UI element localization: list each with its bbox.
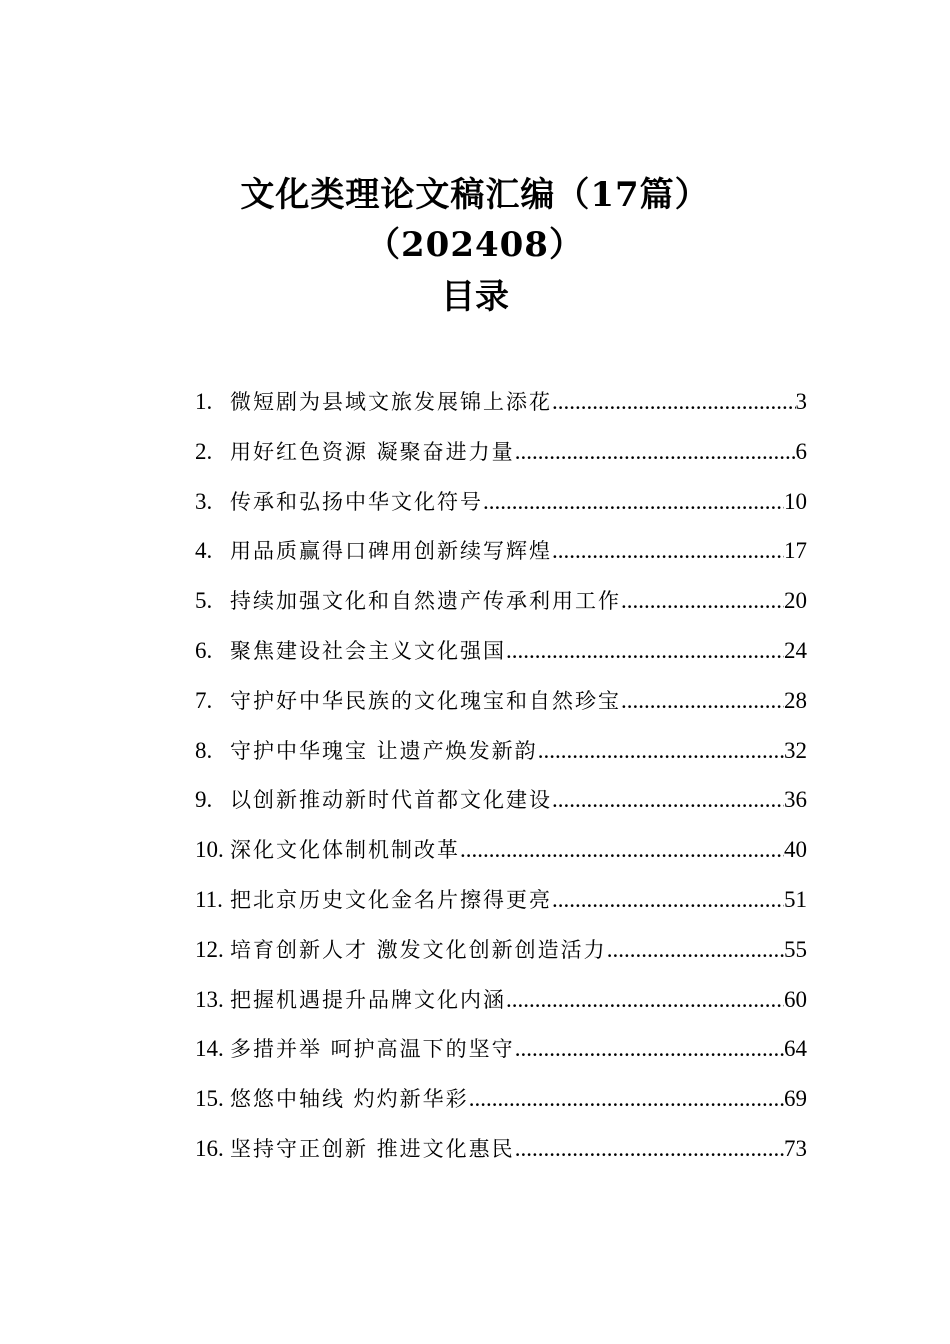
toc-entry[interactable] [195,1124,807,1174]
toc-leader-dots [515,1124,784,1174]
table-of-contents [195,377,807,1174]
toc-entry-page: 20 [784,588,807,614]
toc-leader-dots [607,925,784,975]
toc-entry-number: 11. [195,886,223,912]
toc-entry[interactable] [195,676,807,726]
toc-entry-title: 微短剧为县域文旅发展锦上添花 [230,390,552,414]
toc-entry[interactable] [195,875,807,925]
toc-leader-dots [552,775,784,825]
toc-entry-number: 3. [195,488,213,514]
toc-entry-title: 培育创新人才 激发文化创新创造活力 [230,937,607,962]
toc-leader-dots [483,477,784,527]
toc-entry[interactable] [195,726,807,776]
toc-entry-title: 多措并举 呵护高温下的坚守 [230,1037,515,1062]
toc-entry-number: 1. [195,389,213,414]
toc-leader-dots [538,726,784,776]
toc-entry-page: 24 [784,637,807,663]
toc-entry-title: 聚焦建设社会主义文化强国 [230,638,506,663]
toc-leader-dots [469,1074,784,1124]
toc-entry-page: 51 [784,886,807,912]
toc-entry-number: 2. [195,438,213,464]
toc-entry-page: 6 [795,438,807,464]
toc-leader-dots [552,377,796,427]
toc-entry-page: 40 [784,837,807,863]
toc-entry-number: 5. [195,588,213,614]
toc-entry-number: 4. [195,538,213,564]
toc-entry-title: 守护好中华民族的文化瑰宝和自然珍宝 [230,688,621,713]
toc-entry-number: 8. [195,737,213,763]
toc-entry-page: 36 [784,787,807,813]
toc-entry[interactable] [195,1024,807,1074]
toc-leader-dots [552,526,784,576]
toc-entry-number: 10. [195,837,224,863]
toc-entry[interactable] [195,477,807,527]
toc-leader-dots [515,427,796,477]
toc-entry-page: 28 [784,687,807,713]
toc-entry-number: 14. [195,1036,224,1062]
toc-entry-title: 用品质赢得口碑用创新续写辉煌 [230,539,552,564]
toc-entry-title: 用好红色资源 凝聚奋进力量 [230,439,515,464]
toc-entry[interactable] [195,1074,807,1124]
toc-entry[interactable] [195,925,807,975]
toc-entry-number: 15. [195,1086,224,1112]
toc-entry-page: 3 [795,389,807,414]
toc-leader-dots [460,825,784,875]
toc-heading: 目录 [441,277,509,317]
toc-entry-page: 64 [784,1036,807,1062]
toc-entry-page: 32 [784,737,807,763]
toc-entry-title: 悠悠中轴线 灼灼新华彩 [230,1087,469,1112]
toc-entry-title: 坚持守正创新 推进文化惠民 [230,1136,515,1161]
toc-entry-page: 69 [784,1086,807,1112]
toc-leader-dots [506,975,784,1025]
toc-leader-dots [621,576,784,626]
toc-leader-dots [621,676,784,726]
document-title: 文化类理论文稿汇编（17篇）（202408） [240,175,710,265]
toc-entry[interactable] [195,626,807,676]
toc-entry[interactable] [195,576,807,626]
toc-entry-number: 16. [195,1135,224,1161]
toc-entry-title: 以创新推动新时代首都文化建设 [230,788,552,813]
toc-entry-number: 9. [195,787,213,813]
toc-entry-page: 55 [784,936,807,962]
toc-entry-page: 73 [784,1135,807,1161]
toc-entry-number: 7. [195,687,213,713]
toc-entry-page: 60 [784,986,807,1012]
toc-entry-number: 12. [195,936,224,962]
toc-entry-title: 把握机遇提升品牌文化内涵 [230,987,506,1012]
toc-entry[interactable] [195,825,807,875]
toc-entry[interactable] [195,775,807,825]
toc-entry[interactable] [195,526,807,576]
toc-entry-number: 13. [195,986,224,1012]
toc-entry-title: 把北京历史文化金名片擦得更亮 [230,887,552,912]
toc-leader-dots [515,1024,784,1074]
toc-leader-dots [506,626,784,676]
toc-entry[interactable] [195,377,807,427]
toc-entry-title: 传承和弘扬中华文化符号 [230,489,483,514]
toc-entry-page: 10 [784,488,807,514]
toc-leader-dots [552,875,784,925]
toc-entry-page: 17 [784,538,807,564]
toc-entry-title: 深化文化体制机制改革 [230,838,460,863]
toc-entry[interactable] [195,427,807,477]
toc-entry-title: 持续加强文化和自然遗产传承利用工作 [230,589,621,614]
toc-entry-number: 6. [195,637,213,663]
toc-entry-title: 守护中华瑰宝 让遗产焕发新韵 [230,738,538,763]
toc-entry[interactable] [195,975,807,1025]
